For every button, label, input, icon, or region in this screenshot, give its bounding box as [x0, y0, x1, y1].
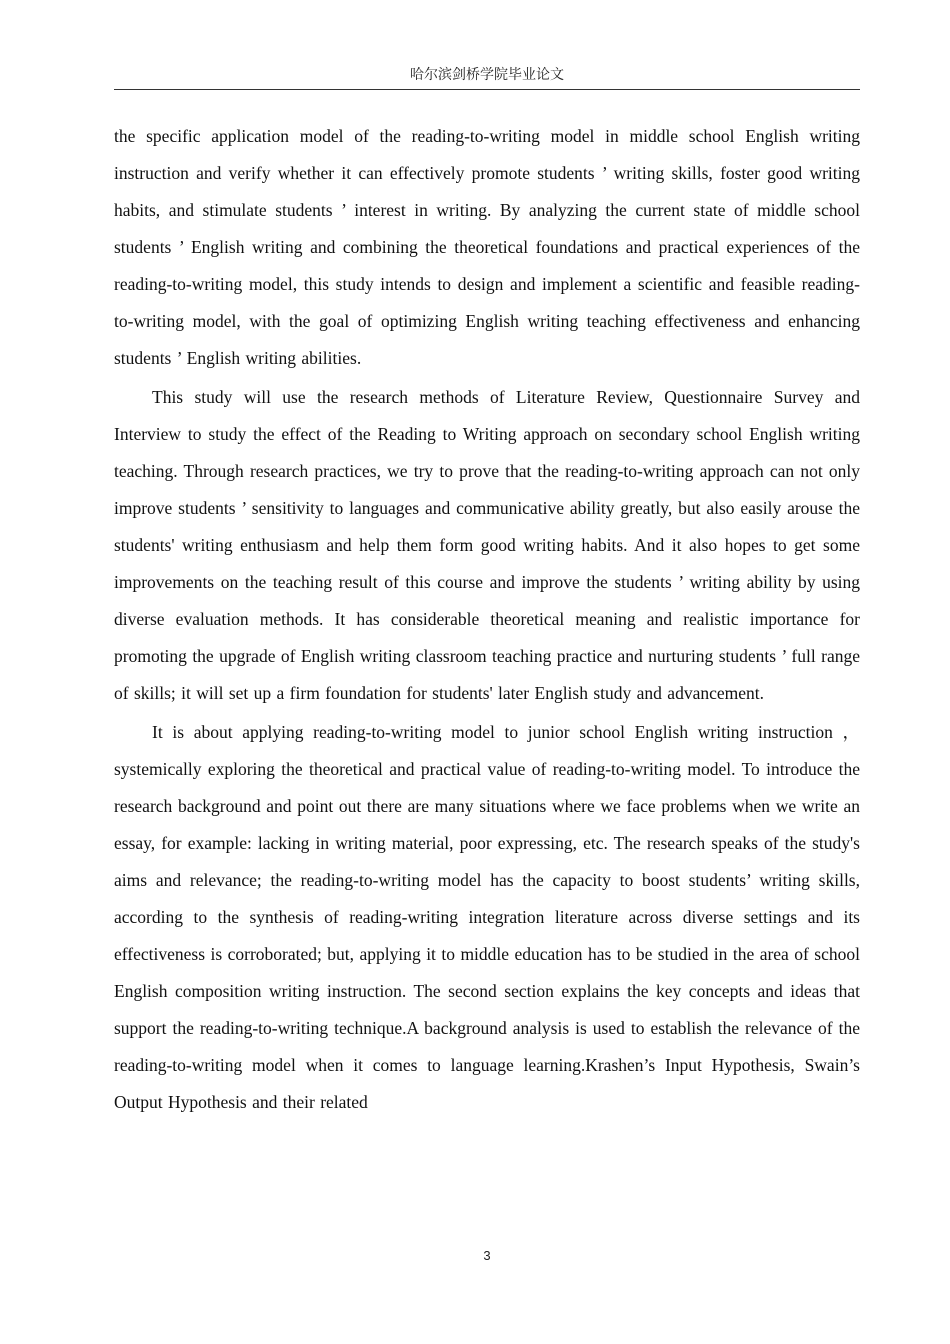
- paragraph-continuation: the specific application model of the reading-to-writing model in middle school English writing instruction and verify whether it can effectively promote students ’ writing skills, foster good writing habits, and stimulate students ’ interest in writing. By analyzing the current state of middle school students ’ English writing and combining the theoretical foundations and practical experiences of the reading-to-writing model, this study intends to design and implement a scientific and feasible reading-to-writing model, with the goal of optimizing English writing teaching effectiveness and enhancing students ’ English writing abilities.: [114, 126, 860, 368]
- body-text: [114, 118, 860, 1121]
- page-number: 3: [483, 1248, 491, 1263]
- paragraph-research-methods: This study will use the research methods of Literature Review, Questionnaire Survey and Interview to study the effect of the Reading to Writing approach on secondary school English writing teaching. Through research practices, we try to prove that the reading-to-writing approach can not only improve students ’ sensitivity to languages and communicative ability greatly, but also easily arouse the students' writing enthusiasm and help them form good writing habits. And it also hopes to get some improvements on the teaching result of this course and improve the students ’ writing ability by using diverse evaluation methods. It has considerable theoretical meaning and realistic importance for promoting the upgrade of English writing classroom teaching practice and nurturing students ’ full range of skills; it will set up a firm foundation for students' later English study and advancement.: [114, 387, 860, 703]
- paragraph-thesis-structure: It is about applying reading-to-writing model to junior school English writing instruction ， systemically exploring the theoretical and practical value of reading-to-writing model. To introduce the research background and point out there are many situations where we face problems when we write an essay, for example: lacking in writing material, poor expressing, etc. The research speaks of the study's aims and relevance; the reading-to-writing model has the capacity to boost students’ writing skills, according to the synthesis of reading-writing integration literature across diverse settings and its effectiveness is corroborated; but, applying it to middle education has to be studied in the area of school English composition writing instruction. The second section explains the key concepts and ideas that support the reading-to-writing technique.A background analysis is used to establish the relevance of the reading-to-writing model when it comes to language learning.Krashen’s Input Hypothesis, Swain’s Output Hypothesis and their related: [114, 722, 860, 1112]
- page-header: 哈尔滨剑桥学院毕业论文: [114, 67, 860, 90]
